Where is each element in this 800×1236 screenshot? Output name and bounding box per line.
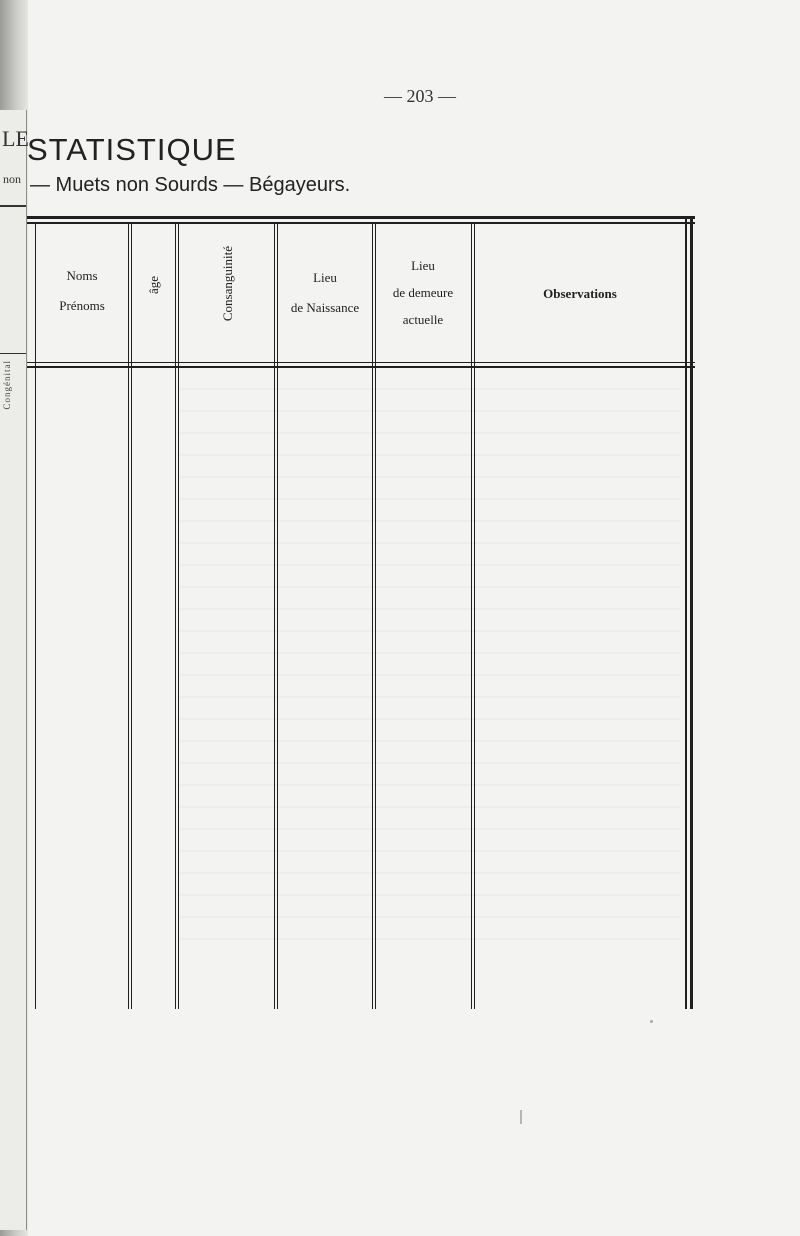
column-rule-right (685, 216, 687, 1009)
previous-page-vertical-label: Congénital (2, 360, 12, 410)
header-lieu-demeure-line3: actuelle (402, 312, 444, 327)
column-rule (375, 224, 376, 1009)
header-lieu-naissance-line1: Lieu (313, 270, 337, 285)
paper-speck (650, 1020, 653, 1023)
column-rule (277, 224, 278, 1009)
column-rule (128, 224, 129, 1009)
header-lieu-demeure-line2: de demeure (392, 285, 454, 300)
column-rule (474, 224, 475, 1009)
previous-page-fragment-top: LE (2, 126, 29, 151)
page-subtitle: — Muets non Sourds — Bégayeurs. (30, 174, 351, 196)
header-lieu-naissance-line2: de Naissance (290, 300, 360, 315)
header-noms: Noms (66, 268, 98, 283)
header-lieu-demeure-line1: Lieu (411, 258, 435, 273)
header-age: âge (146, 276, 161, 295)
header-observations: Observations (543, 286, 617, 301)
header-consanguinite: Consanguinité (220, 246, 235, 322)
previous-page-rule (0, 205, 26, 207)
header-prenoms: Prénoms (59, 298, 105, 313)
column-rule (274, 224, 275, 1009)
previous-page-edge (0, 110, 27, 1230)
paper-crease (520, 1110, 522, 1124)
column-rule (35, 224, 36, 1009)
column-rule (372, 224, 373, 1009)
previous-page-rule-2 (0, 353, 26, 354)
column-rule-right-outer (690, 216, 693, 1009)
page-number: — 203 — (384, 86, 456, 106)
table-top-rule (27, 216, 695, 219)
column-rule (175, 224, 176, 1009)
statistics-table (27, 216, 695, 1009)
column-rule (131, 224, 132, 1009)
column-rule (471, 224, 472, 1009)
column-rule (178, 224, 179, 1009)
previous-page-fragment-mid: non (3, 172, 21, 186)
page-title: STATISTIQUE (27, 132, 237, 167)
